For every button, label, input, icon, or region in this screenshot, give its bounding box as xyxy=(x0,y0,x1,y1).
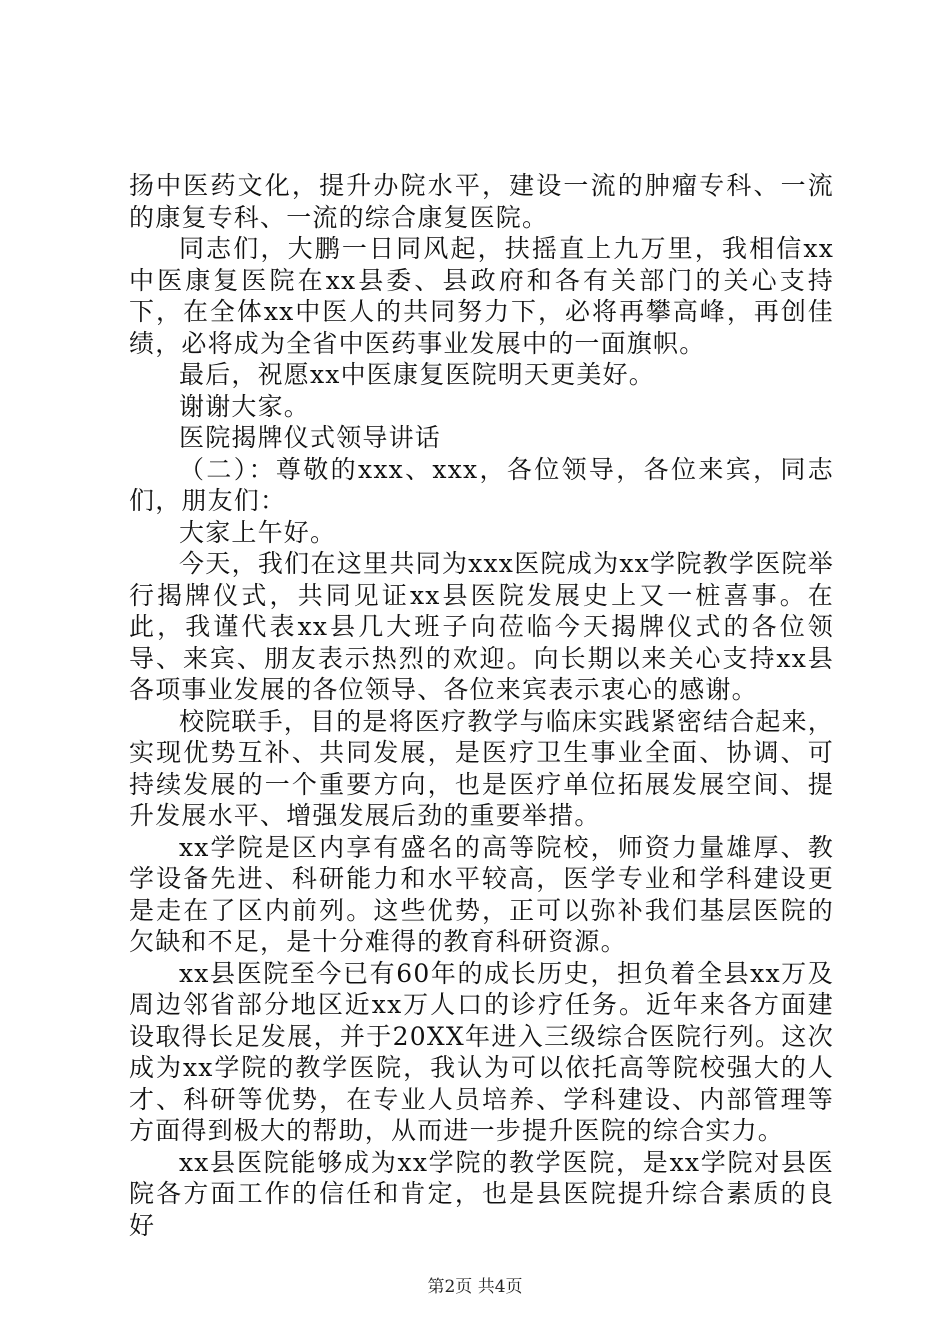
page-number-footer: 第2页 共4页 xyxy=(427,1277,523,1297)
paragraph: xx县医院能够成为xx学院的教学医院，是xx学院对县医院各方面工作的信任和肯定，也是县医院提升综合素质的良好 xyxy=(129,1147,834,1240)
paragraph: 医院揭牌仪式领导讲话 xyxy=(179,423,442,452)
paragraph: （二）：尊敬的xxx、xxx，各位领导，各位来宾，同志们，朋友们： xyxy=(129,454,834,515)
paragraph: 扬中医药文化，提升办院水平，建设一流的肿瘤专科、一流的康复专科、一流的综合康复医院。 xyxy=(129,171,834,232)
document-body xyxy=(129,170,834,1241)
paragraph: 校院联手，目的是将医疗教学与临床实践紧密结合起来，实现优势互补、共同发展，是医疗卫生事业全面、协调、可持续发展的一个重要方向，也是医疗单位拓展发展空间、提升发展水平、增强发展后劲的重要举措。 xyxy=(129,706,835,830)
paragraph: 今天，我们在这里共同为xxx医院成为xx学院教学医院举行揭牌仪式，共同见证xx县医院发展史上又一桩喜事。在此，我谨代表xx县几大班子向莅临今天揭牌仪式的各位领导、来宾、朋友表示热烈的欢迎。向长期以来关心支持xx县各项事业发展的各位领导、各位来宾表示衷心的感谢。 xyxy=(129,549,834,704)
paragraph: xx县医院至今已有60年的成长历史，担负着全县xx万及周边邻省部分地区近xx万人口的诊疗任务。近年来各方面建设取得长足发展，并于20XX年进入三级综合医院行列。这次成为xx学院的教学医院，我认为可以依托高等院校强大的人才、科研等优势，在专业人员培养、学科建设、内部管理等方面得到极大的帮助，从而进一步提升医院的综合实力。 xyxy=(129,958,834,1145)
paragraph: 谢谢大家。 xyxy=(179,391,311,421)
paragraph: 同志们，大鹏一日同风起，扶摇直上九万里，我相信xx中医康复医院在xx县委、县政府和各有关部门的关心支持下，在全体xx中医人的共同努力下，必将再攀高峰，再创佳绩，必将成为全省中医药事业发展中的一面旗帜。 xyxy=(129,234,834,358)
paragraph: xx学院是区内享有盛名的高等院校，师资力量雄厚、教学设备先进、科研能力和水平较高，医学专业和学科建设更是走在了区内前列。这些优势，正可以弥补我们基层医院的欠缺和不足，是十分难得的教育科研资源。 xyxy=(129,832,834,956)
paragraph: 大家上午好。 xyxy=(179,517,337,547)
paragraph: 最后，祝愿xx中医康复医院明天更美好。 xyxy=(179,360,655,389)
